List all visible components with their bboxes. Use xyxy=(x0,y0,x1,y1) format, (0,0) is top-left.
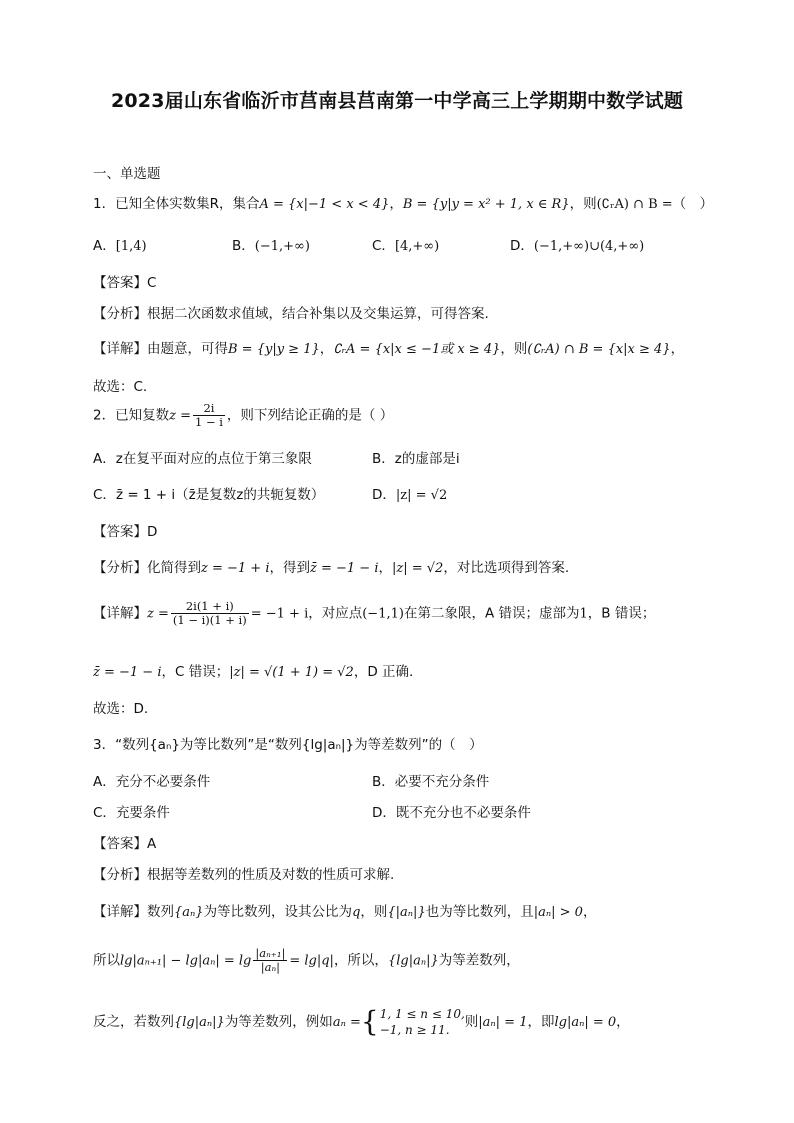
q2-choose: 故选：D. xyxy=(93,701,149,717)
q1-option-a: A．[1,4) xyxy=(93,238,147,254)
q3-option-c: C．充要条件 xyxy=(93,805,170,821)
q1-expr: (∁ᵣA) ∩ B = xyxy=(596,197,673,212)
q3-option-b: B．必要不充分条件 xyxy=(372,774,490,790)
q2-option-b: B．z的虚部是i xyxy=(372,451,460,467)
q1-stem-a: 1．已知全体实数集R，集合 xyxy=(93,196,260,212)
q3-option-a: A．充分不必要条件 xyxy=(93,774,211,790)
q1-choose: 故选：C. xyxy=(93,379,148,395)
page-title: 2023届山东省临沂市莒南县莒南第一中学高三上学期期中数学试题 xyxy=(110,90,684,112)
q1-option-c: C．[4,+∞) xyxy=(372,238,440,254)
q1-set-b: B = {y|y = x² + 1, x ∈ R} xyxy=(402,197,570,212)
q2-option-a: A．z在复平面对应的点位于第三象限 xyxy=(93,451,312,467)
q3-detail-3: 反之，若数列{lg|aₙ|}为等差数列，例如aₙ ={ 1, 1 ≤ n ≤ 10, −1, n ≥ 11. 则|aₙ| = 1，即lg|aₙ| = 0， xyxy=(93,1005,630,1039)
q2-analysis: 【分析】化简得到z = −1 + i，得到z̄ = −1 − i，|z| = √2，对比选项得到答案. xyxy=(93,560,570,576)
question-3-stem: 3．“数列{aₙ}为等比数列”是“数列{lg|aₙ|}为等差数列”的（ ） xyxy=(93,737,483,753)
q1-stem-b: ， xyxy=(389,196,403,212)
q3-option-d: D．既不充分也不必要条件 xyxy=(372,805,531,821)
q3-answer: 【答案】A xyxy=(93,836,157,852)
q3-analysis: 【分析】根据等差数列的性质及对数的性质可求解. xyxy=(93,867,395,883)
section-heading: 一、单选题 xyxy=(93,166,161,182)
q2-answer: 【答案】D xyxy=(93,524,158,540)
q1-stem-c: ，则 xyxy=(569,196,597,212)
question-1-stem xyxy=(93,192,713,212)
q2-option-d: D．|z| = √2 xyxy=(372,487,448,503)
q1-option-d: D．(−1,+∞)∪(4,+∞) xyxy=(510,238,645,254)
q3-detail-2: 所以lg|aₙ₊₁| − lg|aₙ| = lg $\frac{\text{|aₙ₊₁|}}{\text{|aₙ|}}$ = lg|q|，所以，{lg|aₙ|}为等差数列， xyxy=(93,946,520,975)
q1-option-b: B．(−1,+∞) xyxy=(232,238,310,254)
q1-answer: 【答案】C xyxy=(93,275,157,291)
q2-option-c: C．z̄ = 1 + i（z̄是复数z的共轭复数） xyxy=(93,487,325,503)
q1-analysis: 【分析】根据二次函数求值域，结合补集以及交集运算，可得答案. xyxy=(93,306,489,322)
q1-set-a: A = {x|−1 < x < 4} xyxy=(259,197,390,212)
question-2-stem: 2．已知复数z = $\frac{2i}{1 - i}$ ，则下列结论正确的是（ ） xyxy=(93,401,394,430)
q1-paren: （ ） xyxy=(672,196,714,212)
q1-detail: 【详解】由题意，可得B = {y|y ≥ 1}，∁ᵣA = {x|x ≤ −1或 x ≥ 4}，则(∁ᵣA) ∩ B = {x|x ≥ 4}， xyxy=(93,341,685,357)
q2-detail-2: z̄ = −1 − i，C 错误；|z| = √(1 + 1) = √2，D 正确. xyxy=(93,664,414,680)
q3-detail-1: 【详解】数列{aₙ}为等比数列，设其公比为q，则{|aₙ|}也为等比数列，且|aₙ| > 0， xyxy=(93,904,597,920)
q2-detail-1: 【详解】z = $\frac{2i(1 + i)}{(1 - i)(1 + i)}$ = −1 + i，对应点(−1,1)在第二象限，A 错误；虚部为1，B 错误； xyxy=(93,599,656,628)
